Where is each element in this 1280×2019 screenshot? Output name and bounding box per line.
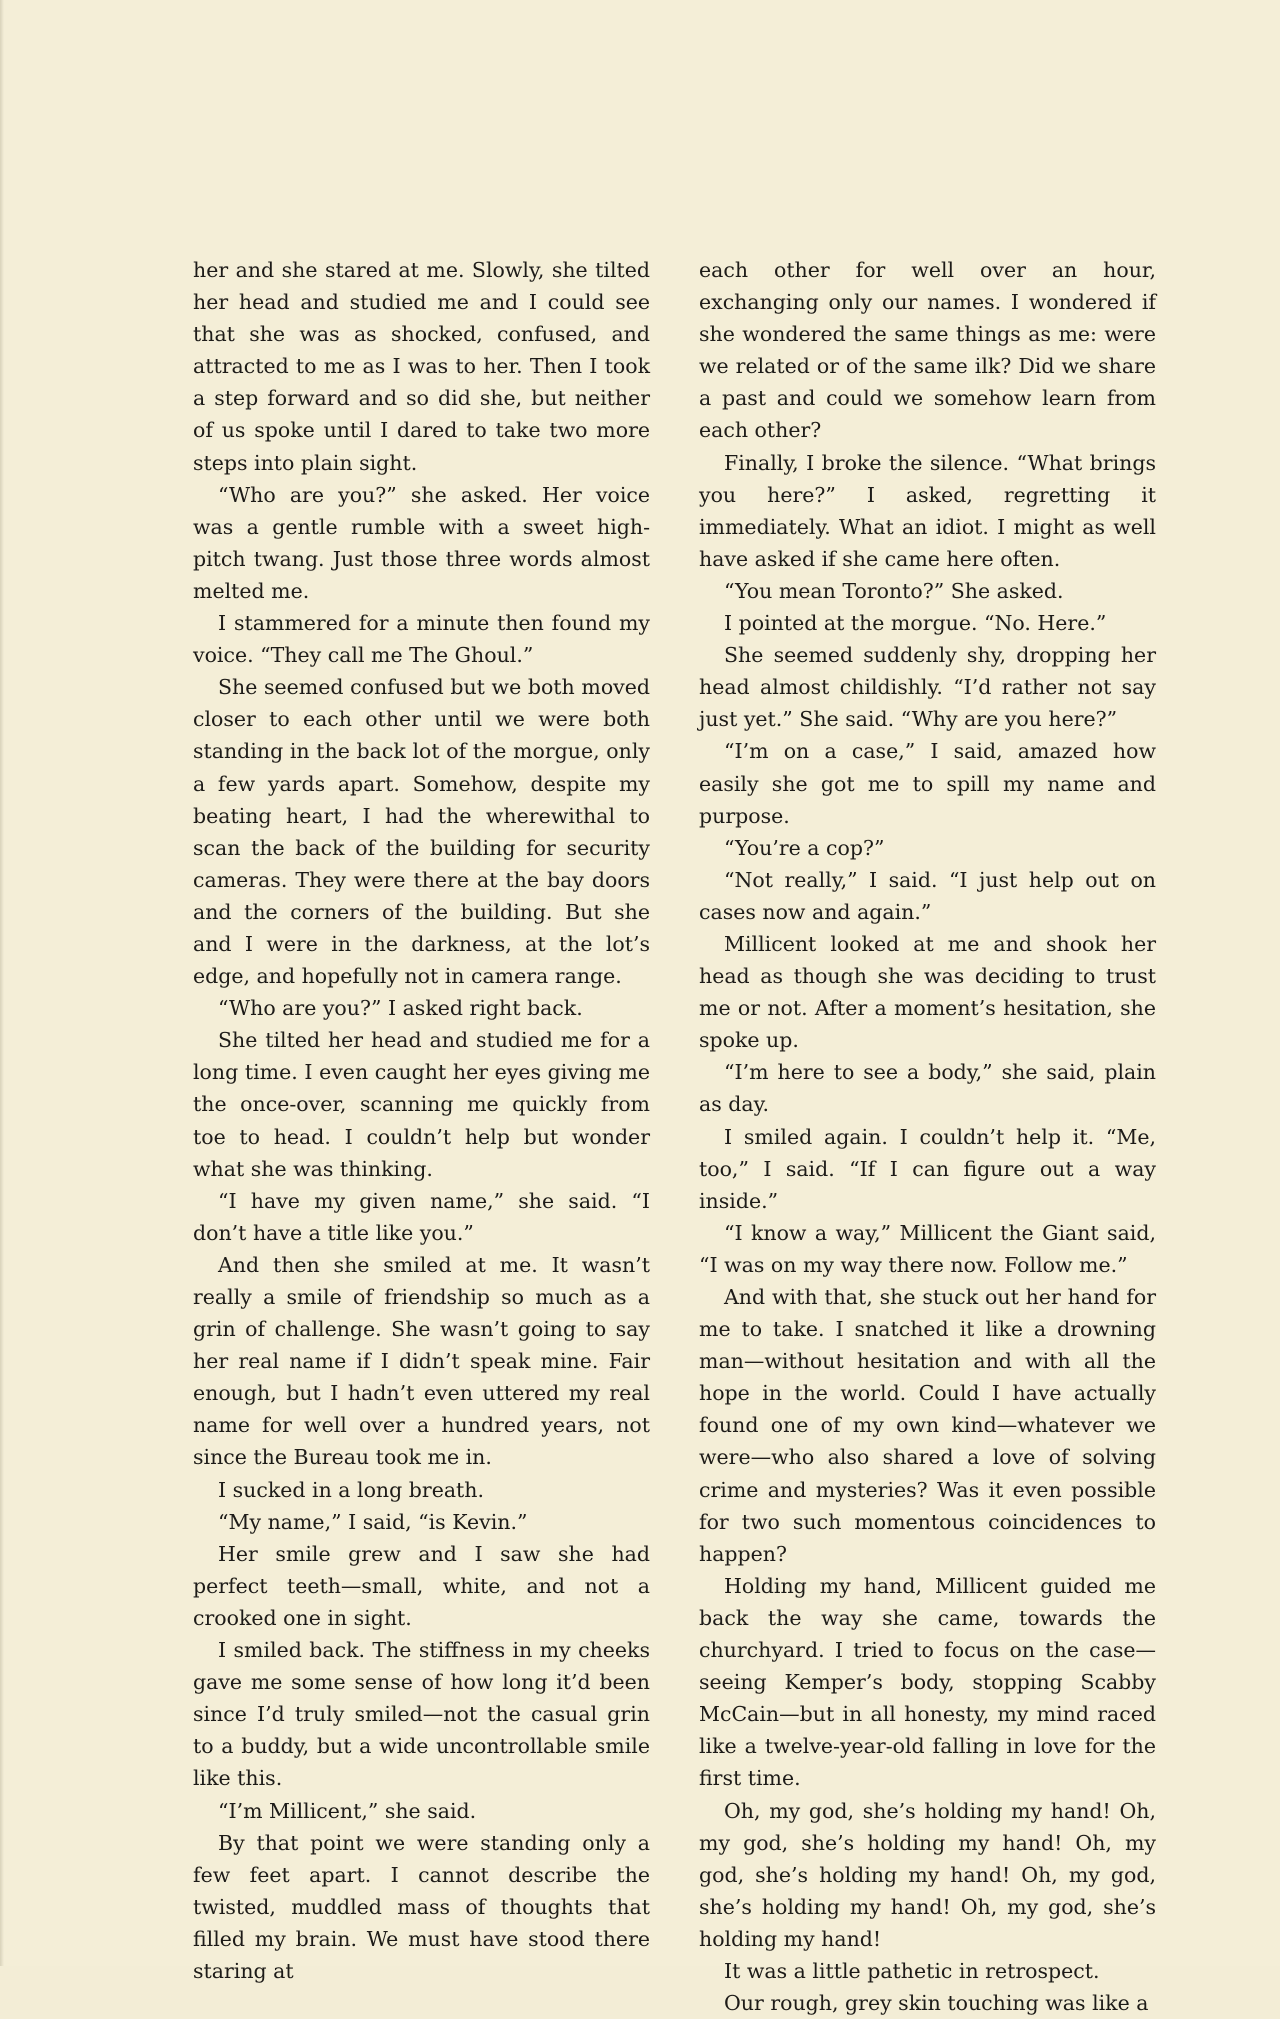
- paragraph: “I have my given name,” she said. “I don’t have a title like you.”: [193, 1188, 650, 1245]
- paragraph: I smiled again. I couldn’t help it. “Me, too,” I said. “If I can figure out a way inside.”: [699, 1124, 1156, 1213]
- text-column-right: [699, 254, 1156, 2019]
- paragraph: I smiled back. The stiffness in my cheeks gave me some sense of how long it’d been since I’d truly smiled—not the casual grin to a buddy, but a wide uncontrollable smile like this.: [193, 1638, 650, 1791]
- paragraph: She tilted her head and studied me for a long time. I even caught her eyes giving me the once-over, scanning me quickly from toe to head. I couldn’t help but wonder what she was thinking.: [193, 1028, 650, 1181]
- paragraph: She seemed confused but we both moved closer to each other until we were both standing in the back lot of the morgue, only a few yards apart. Somehow, despite my beating heart, I had the wherewithal to scan the back of the building for security cameras. They were there at the bay doors and the corners of the building. But she and I were in the darkness, at the lot’s edge, and hopefully not in camera range.: [193, 675, 650, 989]
- paragraph: And then she smiled at me. It wasn’t really a smile of friendship so much as a grin of challenge. She wasn’t going to say her real name if I didn’t speak mine. Fair enough, but I hadn’t even uttered my real name for well over a hundred years, not since the Bureau took me in.: [193, 1252, 650, 1470]
- paragraph: Oh, my god, she’s holding my hand! Oh, my god, she’s holding my hand! Oh, my god, she’s holding my hand! Oh, my god, she’s holding my hand! Oh, my god, she’s holding my hand!: [699, 1798, 1156, 1951]
- paragraph: Holding my hand, Millicent guided me back the way she came, towards the churchyard. I tried to focus on the case—seeing Kemper’s body, stopping Scabby McCain—but in all honesty, my mind raced like a twelve-year-old falling in love for the first time.: [699, 1573, 1156, 1791]
- paragraph: “Not really,” I said. “I just help out on cases now and again.”: [699, 867, 1156, 924]
- paragraph: And with that, she stuck out her hand for me to take. I snatched it like a drowning man—without hesitation and with all the hope in the world. Could I have actually found one of my own kind—whatever we were—who also shared a love of solving crime and mysteries? Was it even possible for two such momentous coincidences to happen?: [699, 1285, 1156, 1566]
- paragraph: She seemed suddenly shy, dropping her head almost childishly. “I’d rather not say just yet.” She said. “Why are you here?”: [699, 643, 1156, 732]
- paragraph: It was a little pathetic in retrospect.: [724, 1958, 1100, 1983]
- paragraph: “I’m on a case,” I said, amazed how easily she got me to spill my name and purpose.: [699, 739, 1156, 828]
- paragraph: her and she stared at me. Slowly, she tilted her head and studied me and I could see that she was as shocked, confused, and attracted to me as I was to her. Then I took a step forward and so did she, but neither of us spoke until I dared to take two more steps into plain sight.: [193, 258, 650, 475]
- paragraph: “I’m Millicent,” she said.: [218, 1798, 477, 1823]
- page-edge-shadow: [0, 0, 4, 1966]
- paragraph: “I’m here to see a body,” she said, plain as day.: [699, 1060, 1156, 1117]
- paragraph: “You mean Toronto?” She asked.: [724, 578, 1064, 603]
- paragraph: I sucked in a long breath.: [218, 1477, 484, 1502]
- paragraph: By that point we were standing only a few feet apart. I cannot describe the twisted, muddled mass of thoughts that filled my brain. We must have stood there staring at: [193, 1830, 650, 1983]
- text-column-left: [193, 254, 650, 1987]
- paragraph: Finally, I broke the silence. “What brings you here?” I asked, regretting it immediately. What an idiot. I might as well have asked if she came here often.: [699, 450, 1156, 571]
- paragraph: I pointed at the morgue. “No. Here.”: [724, 611, 1107, 636]
- paragraph: “I know a way,” Millicent the Giant said, “I was on my way there now. Follow me.”: [699, 1220, 1156, 1277]
- paragraph: “Who are you?” she asked. Her voice was a gentle rumble with a sweet high-pitch twang. Just those three words almost melted me.: [193, 482, 650, 603]
- paragraph: Our rough, grey skin touching was like a: [724, 1991, 1149, 2016]
- paragraph: Millicent looked at me and shook her head as though she was deciding to trust me or not. After a moment’s hesitation, she spoke up.: [699, 931, 1156, 1053]
- paragraph: Her smile grew and I saw she had perfect teeth—small, white, and not a crooked one in sight.: [193, 1541, 650, 1630]
- paragraph: “You’re a cop?”: [724, 835, 885, 860]
- paragraph: “My name,” I said, “is Kevin.”: [218, 1509, 528, 1534]
- paragraph: each other for well over an hour, exchanging only our names. I wondered if she wondered the same things as me: were we related or of the same ilk? Did we share a past and could we somehow learn from each other?: [699, 258, 1156, 443]
- paragraph: I stammered for a minute then found my voice. “They call me The Ghoul.”: [193, 611, 650, 668]
- paragraph: “Who are you?” I asked right back.: [218, 996, 583, 1021]
